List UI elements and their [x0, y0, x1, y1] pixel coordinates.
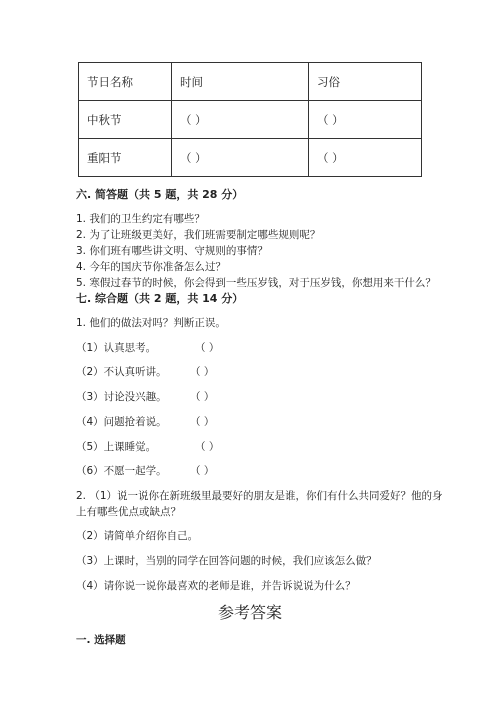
festival-custom-blank: （ ） [309, 101, 422, 139]
table-header-custom: 习俗 [309, 63, 422, 101]
festival-name: 中秋节 [79, 101, 172, 139]
question-item: （3）上课时，当别的同学在回答问题的时候，我们应该怎么做？ [76, 555, 377, 567]
question-item: 2. （1）说一说你在新班级里最要好的朋友是谁，你们有什么共同爱好？他的身 [76, 490, 443, 502]
judgment-text: （1）认真思考。 [76, 342, 157, 354]
festival-name: 重阳节 [79, 139, 172, 177]
question-item: 1. 我们的卫生约定有哪些？ [76, 213, 205, 225]
judgment-text: （3）讨论没兴趣。 [76, 391, 167, 403]
judgment-blank: （ ） [195, 441, 220, 453]
festival-table [78, 62, 422, 177]
question-item: 5. 寒假过春节的时候，你会得到一些压岁钱，对于压岁钱，你想用来干什么？ [76, 277, 436, 289]
judgment-text: （4）问题抢着说。 [76, 416, 167, 428]
question-item: 2. 为了让班级更美好，我们班需要制定哪些规则呢？ [76, 229, 321, 241]
question-item-continued: 上有哪些优点或缺点？ [76, 506, 181, 518]
section-7-heading: 七. 综合题（共 2 题，共 14 分） [76, 292, 244, 305]
judgment-blank: （ ） [190, 391, 215, 403]
question-item: 4. 今年的国庆节你准备怎么过？ [76, 261, 226, 273]
table-header-time: 时间 [172, 63, 309, 101]
answer-section-heading: 一. 选择题 [76, 634, 126, 646]
judgment-blank: （ ） [190, 416, 215, 428]
question-item: （4）请你说一说你最喜欢的老师是谁，并告诉说说为什么？ [76, 580, 356, 592]
table-row [79, 101, 422, 139]
judgment-text: （5）上课睡觉。 [76, 441, 157, 453]
section-6-heading: 六. 简答题（共 5 题，共 28 分） [76, 188, 244, 201]
judgment-text: （6）不愿一起学。 [76, 465, 167, 477]
table-header-row [79, 63, 422, 101]
festival-time-blank: （ ） [172, 139, 309, 177]
answer-key-title: 参考答案 [217, 603, 282, 622]
judgment-blank: （ ） [195, 342, 220, 354]
festival-custom-blank: （ ） [309, 139, 422, 177]
judgment-text: （2）不认真听讲。 [76, 366, 167, 378]
judgment-blank: （ ） [190, 366, 215, 378]
festival-time-blank: （ ） [172, 101, 309, 139]
question-item: 1. 他们的做法对吗？判断正误。 [76, 317, 226, 329]
question-item: （2）请简单介绍你自己。 [76, 530, 199, 542]
judgment-blank: （ ） [190, 465, 215, 477]
table-row [79, 139, 422, 177]
table-header-name: 节日名称 [79, 63, 172, 101]
question-item: 3. 你们班有哪些讲文明、守规则的事情？ [76, 245, 268, 257]
